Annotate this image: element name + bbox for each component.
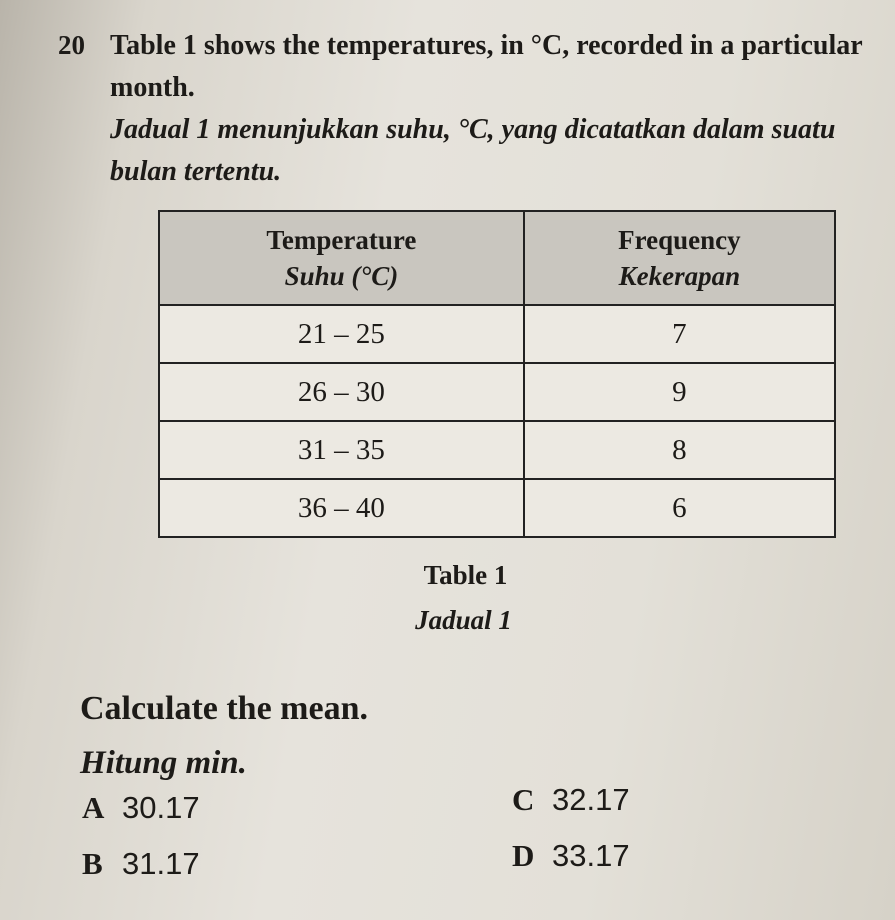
- option-value: 32.17: [552, 782, 630, 817]
- table-row: [159, 421, 835, 479]
- table-header-row: [159, 211, 835, 305]
- frequency-cell: 6: [524, 479, 835, 537]
- table-row: [159, 305, 835, 363]
- frequency-header-english: Frequency: [618, 225, 741, 255]
- option-value: 33.17: [552, 838, 630, 873]
- temperature-header-english: Temperature: [266, 225, 417, 255]
- table-row: [159, 363, 835, 421]
- question-number: 20: [58, 30, 85, 60]
- option-letter: C: [512, 782, 535, 817]
- frequency-header-malay: Kekerapan: [618, 261, 741, 291]
- table-caption-malay: Jadual 1: [415, 605, 512, 635]
- frequency-cell: 9: [524, 363, 835, 421]
- option-letter: B: [82, 846, 103, 881]
- option-b[interactable]: [82, 846, 200, 882]
- option-letter: A: [82, 790, 105, 825]
- question-stem-english: Table 1 shows the temperatures, in °C, recorded in a particular month.: [110, 30, 863, 103]
- frequency-cell: 7: [524, 305, 835, 363]
- option-c[interactable]: [512, 782, 630, 818]
- temperature-range-cell: 21 – 25: [159, 305, 524, 363]
- temperature-range-cell: 36 – 40: [159, 479, 524, 537]
- table-row: [159, 479, 835, 537]
- temperature-range-cell: 31 – 35: [159, 421, 524, 479]
- frequency-header: [524, 211, 835, 305]
- instruction-english: Calculate the mean.: [80, 690, 369, 727]
- temperature-header-malay: Suhu (°C): [284, 261, 399, 291]
- frequency-table: [158, 210, 836, 538]
- question-stem-malay: Jadual 1 menunjukkan suhu, °C, yang dicatatkan dalam suatu bulan tertentu.: [110, 114, 836, 187]
- option-value: 31.17: [122, 846, 200, 881]
- frequency-cell: 8: [524, 421, 835, 479]
- table-caption-english: Table 1: [423, 560, 508, 590]
- instruction-malay: Hitung min.: [80, 745, 247, 781]
- option-a[interactable]: [82, 790, 200, 826]
- option-d[interactable]: [512, 838, 630, 874]
- temperature-range-cell: 26 – 30: [159, 363, 524, 421]
- option-letter: D: [512, 838, 535, 873]
- option-value: 30.17: [122, 790, 200, 825]
- temperature-header: [159, 211, 524, 305]
